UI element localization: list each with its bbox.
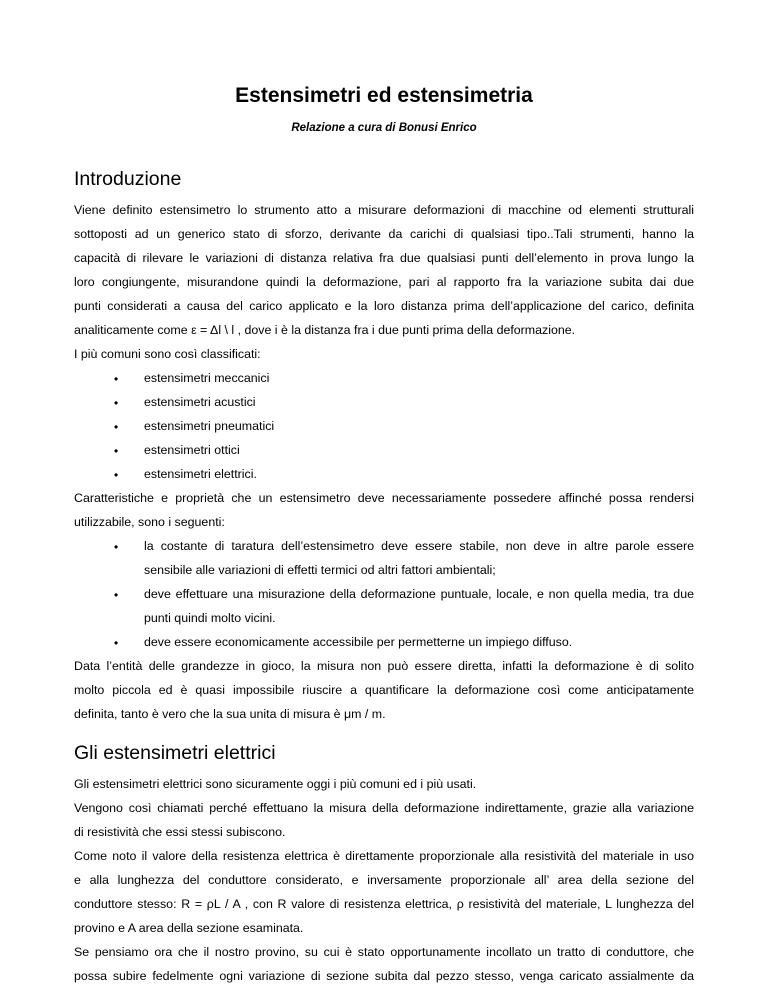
document-author: Relazione a cura di Bonusi Enrico bbox=[291, 122, 477, 134]
text-line: conduttore stesso: R = ρL / A , con R valore di resistenza elettrica, ρ resistività del materiale, L lunghezza del bbox=[74, 897, 694, 911]
text-line: provino e A area della sezione esaminata. bbox=[74, 921, 304, 935]
text-line: Gli estensimetri elettrici sono sicuramente oggi i più comuni ed i più usati. bbox=[74, 777, 477, 791]
list-item: estensimetri meccanici bbox=[144, 371, 270, 385]
text-line: Vengono così chiamati perché effettuano la misura della deformazione indirettamente, grazie alla variazione bbox=[74, 801, 694, 815]
bullet-icon: • bbox=[114, 372, 119, 386]
text-line: di resistività che essi stessi subiscono. bbox=[74, 825, 286, 839]
bullet-icon: • bbox=[114, 636, 119, 650]
bullet-icon: • bbox=[114, 468, 119, 482]
text-line: utilizzabile, sono i seguenti: bbox=[74, 515, 225, 529]
list-item-continuation: punti quindi molto vicini. bbox=[144, 611, 276, 625]
list-item: estensimetri pneumatici bbox=[144, 419, 275, 433]
document-title: Estensimetri ed estensimetria bbox=[235, 84, 533, 107]
text-line: definita, tanto è vero che la sua unita di misura è μm / m. bbox=[74, 707, 386, 721]
section-heading-introduzione: Introduzione bbox=[74, 168, 182, 190]
text-line: Come noto il valore della resistenza elettrica è direttamente proporzionale alla resistività del materiale in uso bbox=[74, 849, 694, 863]
text-line: Data l’entità delle grandezze in gioco, la misura non può essere diretta, infatti la deformazione è di solito bbox=[74, 659, 694, 673]
text-line: e alla lunghezza del conduttore considerato, e inversamente proporzionale all’ area della sezione del bbox=[74, 873, 694, 887]
section-heading-estensimetri-elettrici: Gli estensimetri elettrici bbox=[74, 742, 276, 764]
list-item: deve essere economicamente accessibile per permetterne un impiego diffuso. bbox=[144, 635, 573, 649]
text-line: sottoposti ad un generico stato di sforzo, derivante da carichi di qualsiasi tipo..Tali strumenti, hanno la bbox=[74, 227, 694, 241]
list-item: deve effettuare una misurazione della deformazione puntuale, locale, e non quella media, tra due bbox=[144, 587, 694, 601]
text-line: analiticamente come ε = Δl \ l , dove i è la distanza fra i due punti prima della deformazione. bbox=[74, 323, 576, 337]
bullet-icon: • bbox=[114, 420, 119, 434]
list-item: estensimetri ottici bbox=[144, 443, 240, 457]
text-line: Viene definito estensimetro lo strumento atto a misurare deformazioni di macchine od elementi strutturali bbox=[74, 203, 694, 217]
text-line: capacità di rilevare le variazioni di distanza relativa fra due qualsiasi punti dell’elemento in prova lungo la bbox=[74, 251, 694, 265]
text-line: loro congiungente, misurandone quindi la deformazione, pari al rapporto fra la variazione subita dai due bbox=[74, 275, 694, 289]
list-item: estensimetri acustici bbox=[144, 395, 256, 409]
list-item: la costante di taratura dell’estensimetro deve essere stabile, non deve in altre parole essere bbox=[144, 539, 694, 553]
bullet-icon: • bbox=[114, 396, 119, 410]
text-line: molto piccola ed è quasi impossibile riuscire a quantificare la deformazione così come anticipatamente bbox=[74, 683, 694, 697]
text-line: I più comuni sono così classificati: bbox=[74, 347, 261, 361]
text-line: Se pensiamo ora che il nostro provino, su cui è stato opportunamente incollato un tratto di conduttore, che bbox=[74, 945, 694, 959]
bullet-icon: • bbox=[114, 540, 119, 554]
bullet-icon: • bbox=[114, 588, 119, 602]
text-line: possa subire fedelmente ogni variazione di sezione subita dal pezzo stesso, venga caricato assialmente da bbox=[74, 969, 694, 983]
bullet-icon: • bbox=[114, 444, 119, 458]
list-item: estensimetri elettrici. bbox=[144, 467, 257, 481]
list-item-continuation: sensibile alle variazioni di effetti termici od altri fattori ambientali; bbox=[144, 563, 496, 577]
text-line: punti considerati a causa del carico applicato e la loro distanza prima dell’applicazione del carico, definita bbox=[74, 299, 694, 313]
text-line: Caratteristiche e proprietà che un estensimetro deve necessariamente possedere affinché possa rendersi bbox=[74, 491, 694, 505]
